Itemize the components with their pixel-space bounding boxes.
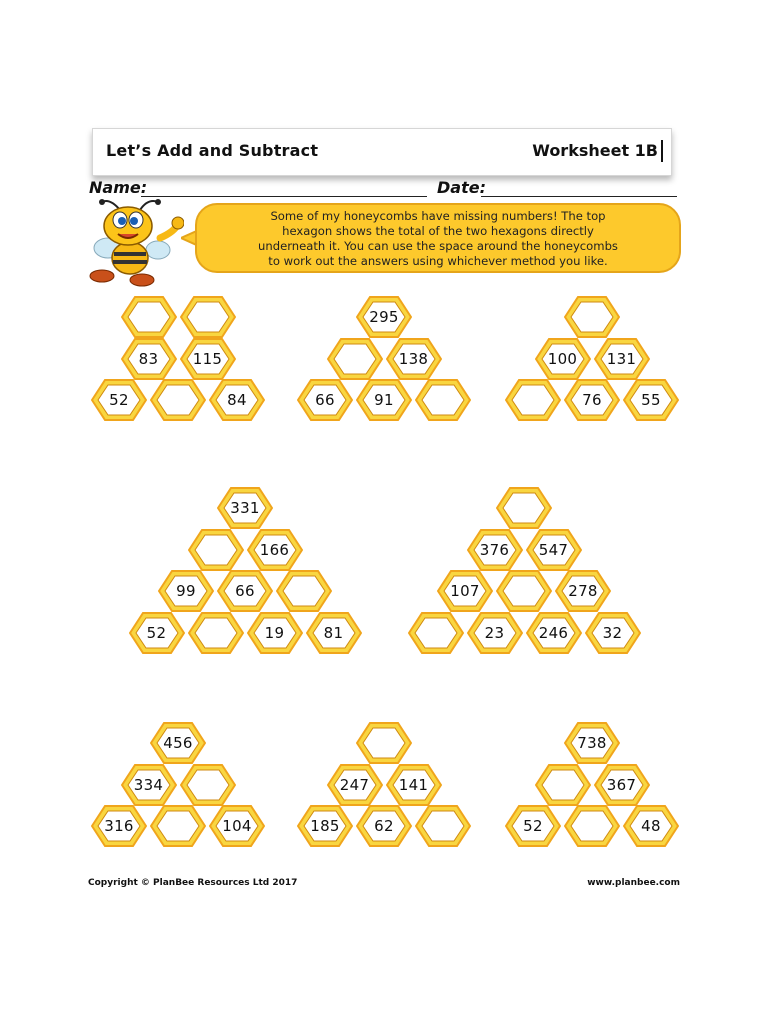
honeycomb-value: 334 [133,775,164,794]
honeycomb-value: 131 [606,349,637,368]
honeycomb-cell [247,529,303,571]
honeycomb-cell [467,529,523,571]
copyright-text: Copyright © PlanBee Resources Ltd 2017 [88,878,298,888]
honeycomb-cell[interactable] [188,612,244,654]
page-title: Let’s Add and Subtract [106,141,319,160]
instruction-line: to work out the answers using whichever method you like. [268,254,608,268]
honeycomb-cell [564,722,620,764]
honeycomb-cell [121,338,177,380]
honeycomb-value: 52 [146,623,167,642]
honeycomb-cell [247,612,303,654]
honeycomb-cell [91,805,147,847]
date-field[interactable] [481,196,677,197]
honeycomb-cell [217,570,273,612]
honeycomb-value [356,722,412,764]
website-link[interactable]: www.planbee.com [587,878,680,888]
honeycomb-value [564,805,620,847]
honeycomb-value [564,296,620,338]
honeycomb-cell [209,379,265,421]
honeycomb-value: 331 [230,499,260,517]
honeycomb-value: 76 [582,391,602,409]
honeycomb-value: 247 [339,775,370,794]
honeycomb-value [535,764,591,806]
honeycomb-value: 19 [264,623,285,642]
honeycomb-cell[interactable] [180,764,236,806]
honeycomb-value [150,379,206,421]
honeycomb-cell[interactable] [415,805,471,847]
honeycomb-value [496,487,552,529]
honeycomb-value: 456 [163,734,193,752]
honeycomb-value: 100 [547,349,578,368]
honeycomb-cell [386,764,442,806]
honeycomb-value: 55 [641,391,661,409]
honeycomb-cell [594,764,650,806]
honeycomb-value: 738 [577,734,607,752]
honeycomb-value: 166 [259,540,290,559]
honeycomb-value: 66 [235,582,255,600]
honeycomb-cell [356,296,412,338]
honeycomb-cell [297,805,353,847]
honeycomb-cell [306,612,362,654]
honeycomb-value [505,379,561,421]
honeycomb-cell[interactable] [505,379,561,421]
honeycomb-value: 66 [315,391,335,409]
honeycomb-value [327,338,383,380]
honeycomb-value: 99 [176,582,196,600]
honeycomb-value: 91 [374,391,394,409]
honeycomb-cell [327,764,383,806]
honeycomb-value [150,805,206,847]
honeycomb-value: 107 [450,582,480,600]
honeycomb-cell[interactable] [327,338,383,380]
honeycomb-cell[interactable] [408,612,464,654]
worksheet-number: Worksheet 1B [532,141,658,160]
honeycomb-cell[interactable] [564,805,620,847]
honeycomb-cell [564,379,620,421]
honeycomb-value: 367 [606,775,637,794]
honeycomb-value: 376 [479,540,510,559]
honeycomb-value [496,570,552,612]
honeycomb-cell [150,722,206,764]
honeycomb-value [188,612,244,654]
honeycomb-value [180,296,236,338]
instruction-line: Some of my honeycombs have missing numbers! The top [270,209,606,223]
honeycomb-value: 83 [138,349,159,368]
honeycomb-value: 81 [323,623,344,642]
honeycomb-cell [437,570,493,612]
honeycomb-value: 84 [227,391,247,409]
honeycomb-value: 52 [523,817,543,835]
honeycomb-cell [467,612,523,654]
honeycomb-cell [180,338,236,380]
honeycomb-value: 278 [568,582,598,600]
honeycomb-cell [623,379,679,421]
honeycomb-cell [356,805,412,847]
honeycomb-cell[interactable] [276,570,332,612]
honeycomb-cell [555,570,611,612]
honeycomb-value [415,805,471,847]
honeycomb-value [408,612,464,654]
honeycomb-value [415,379,471,421]
honeycomb-cell[interactable] [496,570,552,612]
honeycomb-cell[interactable] [150,379,206,421]
name-label: Name: [89,178,148,197]
honeycomb-cell [526,612,582,654]
honeycomb-cell [386,338,442,380]
honeycomb-value: 23 [484,623,505,642]
instructions-bubble [195,203,681,273]
honeycomb-cell [217,487,273,529]
honeycomb-value [121,296,177,338]
instruction-line: hexagon shows the total of the two hexagons directly [282,224,594,238]
honeycomb-cell[interactable] [121,296,177,338]
honeycomb-cell [129,612,185,654]
honeycomb-value [180,764,236,806]
honeycomb-value: 185 [310,817,340,835]
bee-mascot-icon [80,196,184,288]
header-divider [661,140,663,162]
honeycomb-value: 138 [398,349,429,368]
honeycomb-cell [91,379,147,421]
honeycomb-value [188,529,244,571]
honeycomb-cell [594,338,650,380]
honeycomb-cell[interactable] [535,764,591,806]
honeycomb-value: 246 [538,623,569,642]
honeycomb-cell[interactable] [564,296,620,338]
honeycomb-value: 48 [641,817,661,835]
honeycomb-value: 104 [222,817,252,835]
date-label: Date: [437,178,486,197]
instruction-line: underneath it. You can use the space around the honeycombs [258,239,618,253]
honeycomb-value: 295 [369,308,399,326]
honeycomb-value: 547 [538,540,569,559]
honeycomb-cell[interactable] [188,529,244,571]
honeycomb-cell [209,805,265,847]
honeycomb-value: 32 [602,623,623,642]
honeycomb-value: 52 [109,391,129,409]
honeycomb-cell [158,570,214,612]
honeycomb-cell[interactable] [150,805,206,847]
honeycomb-value: 141 [398,775,429,794]
honeycomb-cell [505,805,561,847]
honeycomb-value: 316 [104,817,134,835]
honeycomb-value: 62 [374,817,394,835]
honeycomb-cell[interactable] [496,487,552,529]
honeycomb-cell[interactable] [180,296,236,338]
honeycomb-value [276,570,332,612]
honeycomb-cell[interactable] [415,379,471,421]
honeycomb-value: 115 [192,349,223,368]
honeycomb-cell [585,612,641,654]
honeycomb-cell [356,379,412,421]
honeycomb-cell [526,529,582,571]
honeycomb-cell [535,338,591,380]
honeycomb-cell [121,764,177,806]
honeycomb-cell[interactable] [356,722,412,764]
honeycomb-cell [297,379,353,421]
honeycomb-cell [623,805,679,847]
